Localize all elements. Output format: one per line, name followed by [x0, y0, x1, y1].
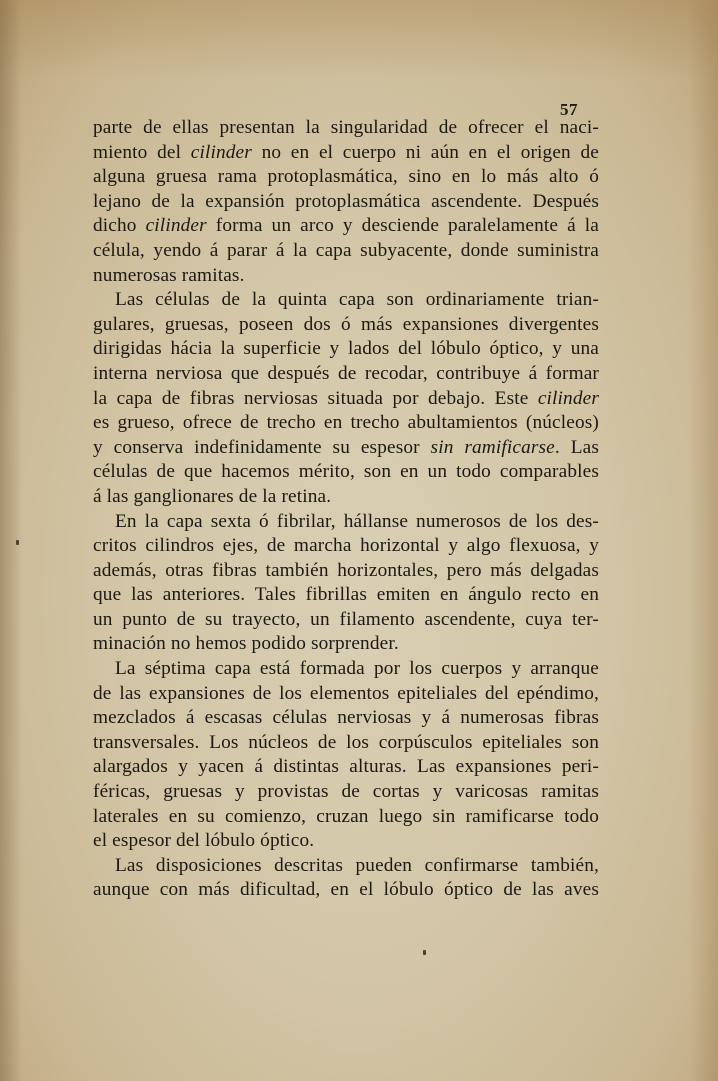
italic-term: cilinder: [537, 387, 599, 409]
text-line: [93, 460, 599, 485]
text-run: forma un arco y desciende paralelamente á la: [206, 215, 600, 237]
text-run: un punto de su trayecto, un filamento ascendente, cuya ter-: [93, 608, 599, 630]
text-run: parte de ellas presentan la singularidad de ofrecer el naci-: [93, 117, 599, 138]
text-line: [93, 362, 599, 387]
text-run: En la capa sexta ó fibrilar, hállanse numerosos de los des-: [115, 510, 599, 532]
text-run: además, otras fibras también horizontales, pero más delgadas: [93, 559, 599, 581]
italic-term: cilinder: [190, 141, 252, 163]
text-run: miento del: [93, 141, 191, 163]
text-line: [93, 214, 599, 239]
text-line: [93, 559, 599, 584]
text-line: [93, 682, 599, 707]
text-line: [93, 264, 599, 289]
text-line: [93, 165, 599, 190]
paragraph: [93, 116, 599, 288]
text-run: critos cilindros ejes, de marcha horizontal y algo flexuosa, y: [93, 535, 599, 557]
text-line: [93, 116, 599, 141]
text-run: dicho: [93, 215, 146, 237]
body-text: [93, 116, 599, 903]
ink-speck: [423, 950, 426, 955]
text-line: [93, 190, 599, 215]
text-line: [93, 387, 599, 412]
italic-term: sin ramificarse: [430, 436, 555, 458]
text-line: [93, 706, 599, 731]
paragraph: [93, 657, 599, 854]
text-run: interna nerviosa que después de recodar, contribuye á formar: [93, 362, 599, 384]
text-run: laterales en su comienzo, cruzan luego sin ramificarse todo: [93, 805, 599, 827]
text-line: [93, 436, 599, 461]
text-line: [93, 657, 599, 682]
text-line: [93, 337, 599, 362]
text-run: es grueso, ofrece de trecho en trecho abultamientos (núcleos): [93, 412, 599, 434]
text-run: minación no hemos podido sorprender.: [93, 633, 399, 655]
text-run: dirigidas hácia la superficie y lados del lóbulo óptico, y una: [93, 338, 599, 360]
text-run: células de que hacemos mérito, son en un todo comparables: [93, 461, 599, 483]
text-line: [93, 485, 599, 510]
text-run: de las expansiones de los elementos epiteliales del epéndimo,: [93, 682, 599, 704]
text-line: [93, 878, 599, 903]
page-number: 57: [560, 100, 578, 119]
text-line: [93, 731, 599, 756]
text-line: [93, 583, 599, 608]
text-line: [93, 829, 599, 854]
text-run: Las disposiciones descritas pueden confirmarse también,: [115, 854, 599, 876]
text-run: mezclados á escasas células nerviosas y á numerosas fibras: [93, 707, 599, 729]
text-line: [93, 239, 599, 264]
italic-term: cilinder: [145, 215, 207, 237]
text-run: gulares, gruesas, poseen dos ó más expansiones divergentes: [93, 313, 599, 335]
text-run: célula, yendo á parar á la capa subyacente, donde suministra: [93, 239, 599, 261]
text-run: que las anteriores. Tales fibrillas emiten en ángulo recto en: [93, 584, 599, 606]
text-line: [93, 288, 599, 313]
text-run: el espesor del lóbulo óptico.: [93, 830, 315, 852]
text-run: . Las: [554, 436, 599, 458]
ink-speck: [16, 540, 19, 545]
text-run: Las células de la quinta capa son ordinariamente trian-: [115, 289, 599, 311]
text-line: [93, 510, 599, 535]
paragraph: [93, 510, 599, 658]
text-line: [93, 805, 599, 830]
page-edge-shadow: [688, 0, 718, 1081]
text-run: á las ganglionares de la retina.: [93, 485, 332, 507]
text-run: y conserva indefinidamente su espesor: [93, 436, 431, 458]
text-line: [93, 632, 599, 657]
text-run: no en el cuerpo ni aún en el origen de: [251, 141, 599, 163]
text-run: lejano de la expansión protoplasmática ascendente. Después: [93, 190, 599, 212]
text-line: [93, 608, 599, 633]
paragraph: [93, 854, 599, 903]
text-line: [93, 411, 599, 436]
paragraph: [93, 288, 599, 509]
text-run: La séptima capa está formada por los cuerpos y arranque: [115, 658, 599, 680]
text-line: [93, 534, 599, 559]
text-line: [93, 755, 599, 780]
text-line: [93, 780, 599, 805]
text-run: alguna gruesa rama protoplasmática, sino en lo más alto ó: [93, 166, 599, 188]
text-run: transversales. Los núcleos de los corpúsculos epiteliales son: [93, 731, 599, 753]
text-run: numerosas ramitas.: [93, 264, 245, 286]
text-run: alargados y yacen á distintas alturas. Las expansiones peri-: [93, 756, 599, 778]
text-line: [93, 313, 599, 338]
text-line: [93, 141, 599, 166]
text-run: aunque con más dificultad, en el lóbulo óptico de las aves: [93, 879, 599, 901]
text-run: féricas, gruesas y provistas de cortas y varicosas ramitas: [93, 781, 599, 803]
text-run: la capa de fibras nerviosas situada por debajo. Este: [93, 387, 538, 409]
text-line: [93, 854, 599, 879]
